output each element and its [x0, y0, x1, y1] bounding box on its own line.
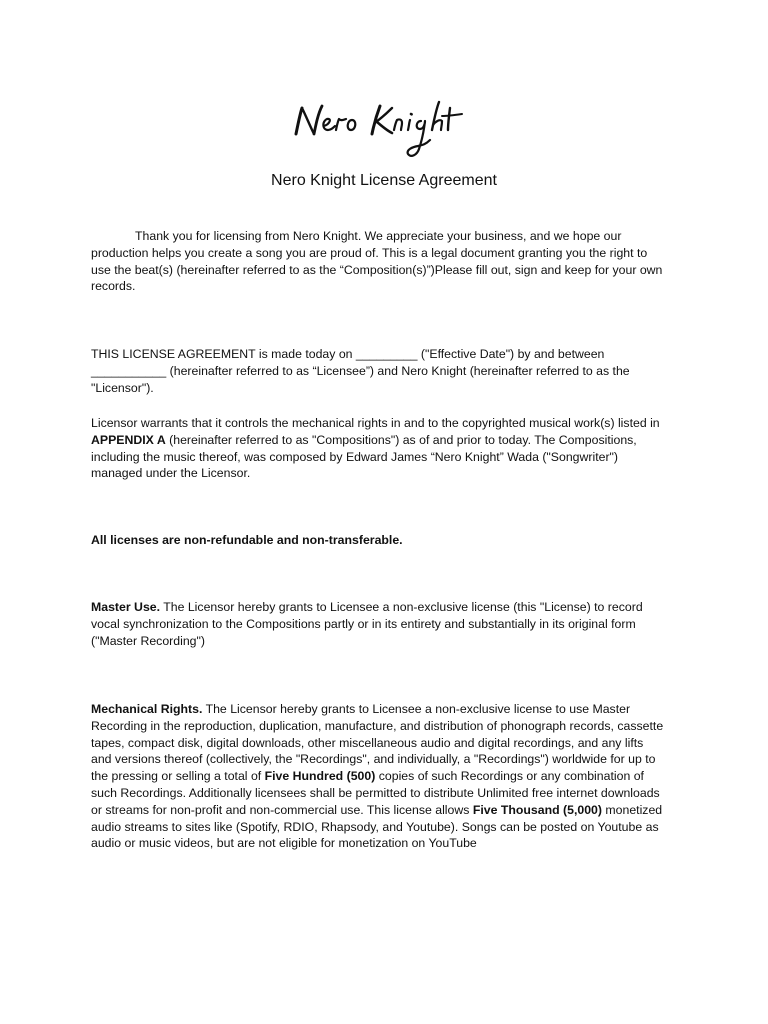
- mechanical-line: audio or music videos, but are not eligible for monetization on YouTube: [91, 836, 477, 851]
- mechanical-line: the pressing or selling a total of Five Hundred (500) copies of such Recordings or any combination of: [91, 769, 644, 784]
- mechanical-line: and versions thereof (collectively, the "Recordings", and individually, a "Recordings") worldwide for up to: [91, 752, 656, 767]
- intro-line: use the beat(s) (hereinafter referred to as the “Composition(s)”)Please fill out, sign and keep for your own: [91, 262, 663, 277]
- master-use-line: ("Master Recording"): [91, 633, 205, 648]
- master-use-paragraph: [91, 599, 691, 649]
- copies-limit: Five Hundred (500): [264, 769, 376, 784]
- warranty-line: managed under the Licensor.: [91, 466, 251, 481]
- master-use-heading: Master Use.: [91, 600, 161, 614]
- signature-logo-graphic: [280, 92, 480, 168]
- master-use-line: vocal synchronization to the Compositions partly or in its entirety and substantially in its original form: [91, 616, 636, 631]
- agreement-line: THIS LICENSE AGREEMENT is made today on _________ ("Effective Date") by and between: [91, 347, 605, 361]
- agreement-line: ___________ (hereinafter referred to as “Licensee”) and Nero Knight (hereinafter referred to as the: [91, 363, 630, 378]
- intro-line: Thank you for licensing from Nero Knight. We appreciate your business, and we hope our: [135, 229, 622, 243]
- intro-paragraph: [91, 228, 691, 295]
- nero-knight-logo: [280, 92, 480, 168]
- agreement-paragraph: [91, 346, 691, 396]
- mechanical-rights-heading: Mechanical Rights.: [91, 702, 203, 716]
- mechanical-line: Recording in the reproduction, duplication, manufacture, and distribution of phonograph records, cassette: [91, 718, 664, 733]
- streams-limit: Five Thousand (5,000): [472, 802, 602, 817]
- mechanical-line: such Recordings. Additionally licensees shall be permitted to distribute Unlimited free internet downloads: [91, 785, 660, 800]
- warranty-paragraph: [91, 415, 691, 482]
- agreement-line: "Licensor").: [91, 380, 154, 395]
- document-title: Nero Knight License Agreement: [271, 172, 497, 189]
- master-use-line: Master Use. The Licensor hereby grants to Licensee a non-exclusive license (this "License) to record: [91, 600, 643, 614]
- intro-line: records.: [91, 279, 136, 294]
- warranty-line: APPENDIX A (hereinafter referred to as "Compositions") as of and prior to today. The Compositions,: [91, 432, 637, 447]
- non-refundable-notice: All licenses are non-refundable and non-transferable.: [91, 533, 403, 547]
- mechanical-line: audio streams to sites like (Spotify, RDIO, Rhapsody, and Youtube). Songs can be posted on Youtube as: [91, 819, 659, 834]
- mechanical-line: tapes, compact disk, digital downloads, other miscellaneous audio and digital recordings, and any lifts: [91, 735, 644, 750]
- warranty-line: Licensor warrants that it controls the mechanical rights in and to the copyrighted musical work(s) listed in: [91, 416, 660, 430]
- mechanical-line: Mechanical Rights. The Licensor hereby grants to Licensee a non-exclusive license to use Master: [91, 702, 631, 716]
- appendix-reference: APPENDIX A: [91, 432, 166, 447]
- intro-line: production helps you create a song you are proud of. This is a legal document granting you the right to: [91, 245, 648, 260]
- mechanical-line: or streams for non-profit and non-commercial use. This license allows Five Thousand (5,000) monetized: [91, 802, 663, 817]
- mechanical-rights-paragraph: [91, 701, 691, 852]
- warranty-line: including the music thereof, was composed by Edward James “Nero Knight” Wada ("Songwriter"): [91, 449, 619, 464]
